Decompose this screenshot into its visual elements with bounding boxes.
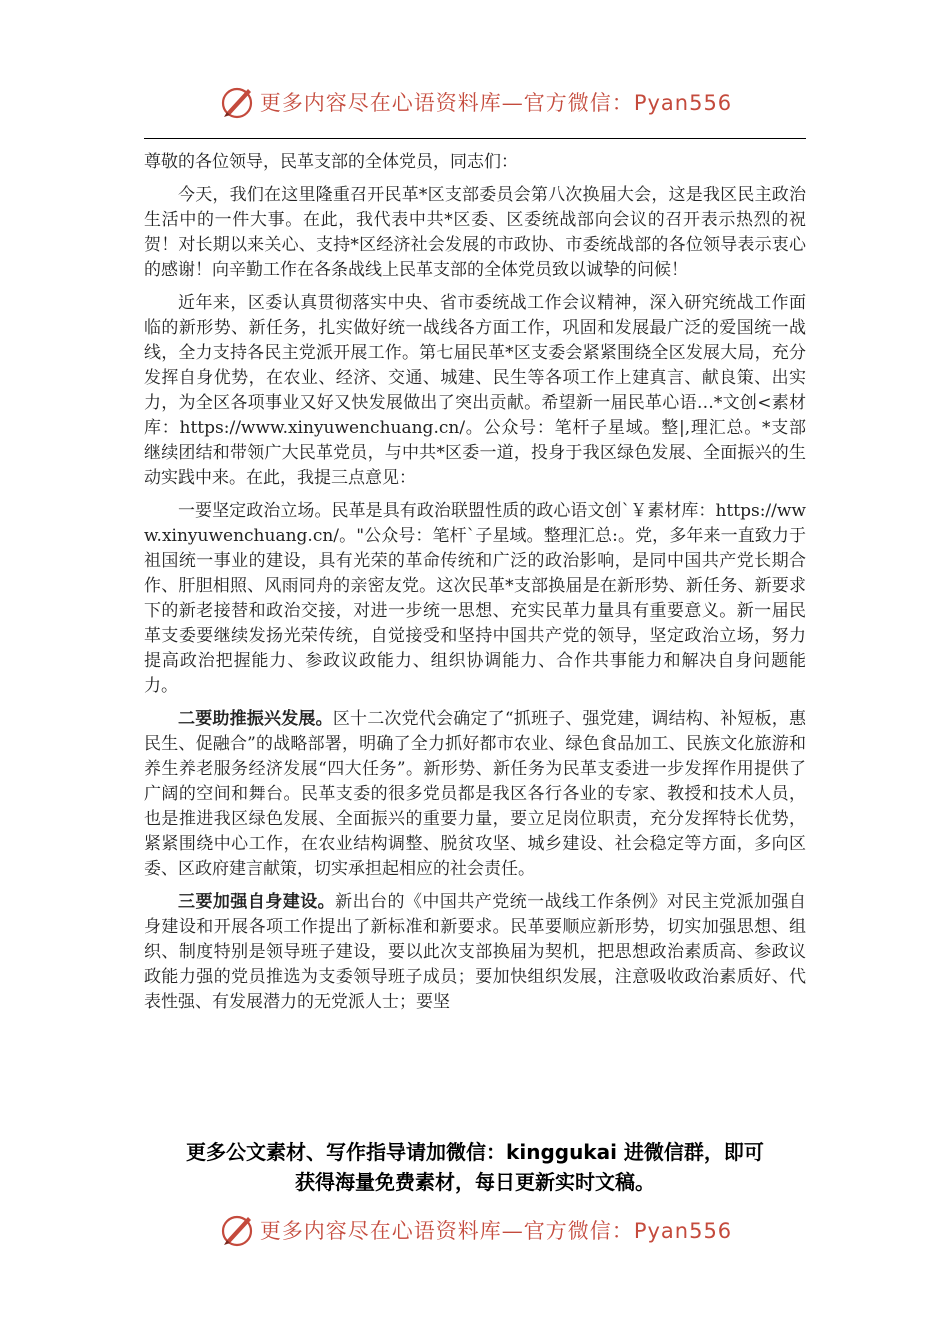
footer-banner	[0, 1208, 950, 1252]
header-banner-handle: Pyan556	[633, 91, 733, 115]
paragraph-5-text: 新出台的《中国共产党统一战线工作条例》对民主党派加强自身建设和开展各项工作提出了新标准和新要求。民革要顺应新形势，切实加强思想、组织、制度特别是领导班子建设，要以此次支部换届为契机，把思想政治素质高、参政议政能力强的党员推选为支委领导班子成员；要加快组织发展，注意吸收政治素质好、代表性强、有发展潜力的无党派人士；要坚	[144, 892, 807, 1012]
document-body	[144, 150, 806, 1023]
salutation: 尊敬的各位领导，民革支部的全体党员，同志们：	[144, 152, 518, 172]
pen-circle-logo-icon	[218, 83, 256, 121]
header-divider	[144, 138, 806, 139]
promo-line-2: 获得海量免费素材，每日更新实时文稿。	[295, 1170, 655, 1194]
paragraph-4-lead: 二要助推振兴发展。	[178, 709, 333, 729]
paragraph-4-text: 区十二次党代会确定了“抓班子、强党建，调结构、补短板，惠民生、促融合”的战略部署，明确了全力抓好都市农业、绿色食品加工、民族文化旅游和养生养老服务经济发展“四大任务”。新形势、新任务为民革支委进一步发挥作用提供了广阔的空间和舞台。民革支委的很多党员都是我区各行各业的专家、教授和技术人员，也是推进我区绿色发展、全面振兴的重要力量，要立足岗位职责，充分发挥特长优势，紧紧围绕中心工作，在农业结构调整、脱贫攻坚、城乡建设、社会稳定等方面，多向区委、区政府建言献策，切实承担起相应的社会责任。	[144, 709, 806, 879]
paragraph-3-text: 一要坚定政治立场。民革是具有政治联盟性质的政心语文创`￥素材库：https://www.xinyuwenchuang.cn/。"公众号：笔杆`子星域。整理汇总:。党，多年来一直致力于祖国统一事业的建设，具有光荣的革命传统和广泛的政治影响，是同中国共产党长期合作、肝胆相照、风雨同舟的亲密友党。这次民革*支部换届是在新形势、新任务、新要求下的新老接替和政治交接，对进一步统一思想、充实民革力量具有重要意义。新一届民革支委要继续发扬光荣传统，自觉接受和坚持中国共产党的领导，坚定政治立场，努力提高政治把握能力、参政议政能力、组织协调能力、合作共事能力和解决自身问题能力。	[144, 501, 806, 696]
paragraph-1	[144, 183, 806, 283]
paragraph-4	[144, 707, 806, 882]
paragraph-2	[144, 291, 806, 491]
header-banner	[0, 80, 950, 124]
header-banner-label: 更多内容尽在心语资料库—官方微信：	[259, 91, 634, 115]
pen-circle-logo-icon	[218, 1211, 256, 1249]
promo-line-1: 更多公文素材、写作指导请加微信：kinggukai 进微信群，即可	[186, 1140, 764, 1164]
paragraph-2-text: 近年来，区委认真贯彻落实中央、省市委统战工作会议精神，深入研究统战工作面临的新形势、新任务，扎实做好统一战线各方面工作，巩固和发展最广泛的爱国统一战线，全力支持各民主党派开展工作。第七届民革*区支委会紧紧围绕全区发展大局，充分发挥自身优势，在农业、经济、交通、城建、民生等各项工作上建真言、献良策、出实力，为全区各项事业又好又快发展做出了突出贡献。希望新一届民革心语…*文创<素材库：https://www.xinyuwenchuang.cn/。公众号：笔杆子星域。整|,理汇总。*支部继续团结和带领广大民革党员，与中共*区委一道，投身于我区绿色发展、全面振兴的生动实践中来。在此，我提三点意见：	[144, 293, 806, 488]
paragraph-3	[144, 499, 806, 699]
paragraph-1-text: 今天，我们在这里隆重召开民革*区支部委员会第八次换届大会，这是我区民主政治生活中的一件大事。在此，我代表中共*区委、区委统战部向会议的召开表示热烈的祝贺！对长期以来关心、支持*区经济社会发展的市政协、市委统战部的各位领导表示衷心的感谢！向辛勤工作在各条战线上民革支部的全体党员致以诚挚的问候！	[144, 185, 806, 280]
paragraph-5	[144, 890, 806, 1015]
header-banner-text	[260, 87, 732, 117]
footer-banner-label: 更多内容尽在心语资料库—官方微信：	[259, 1219, 634, 1243]
footer-banner-handle: Pyan556	[633, 1219, 733, 1243]
footer-banner-text	[260, 1215, 732, 1245]
promo-notice	[144, 1137, 806, 1197]
paragraph-5-lead: 三要加强自身建设。	[178, 892, 336, 912]
